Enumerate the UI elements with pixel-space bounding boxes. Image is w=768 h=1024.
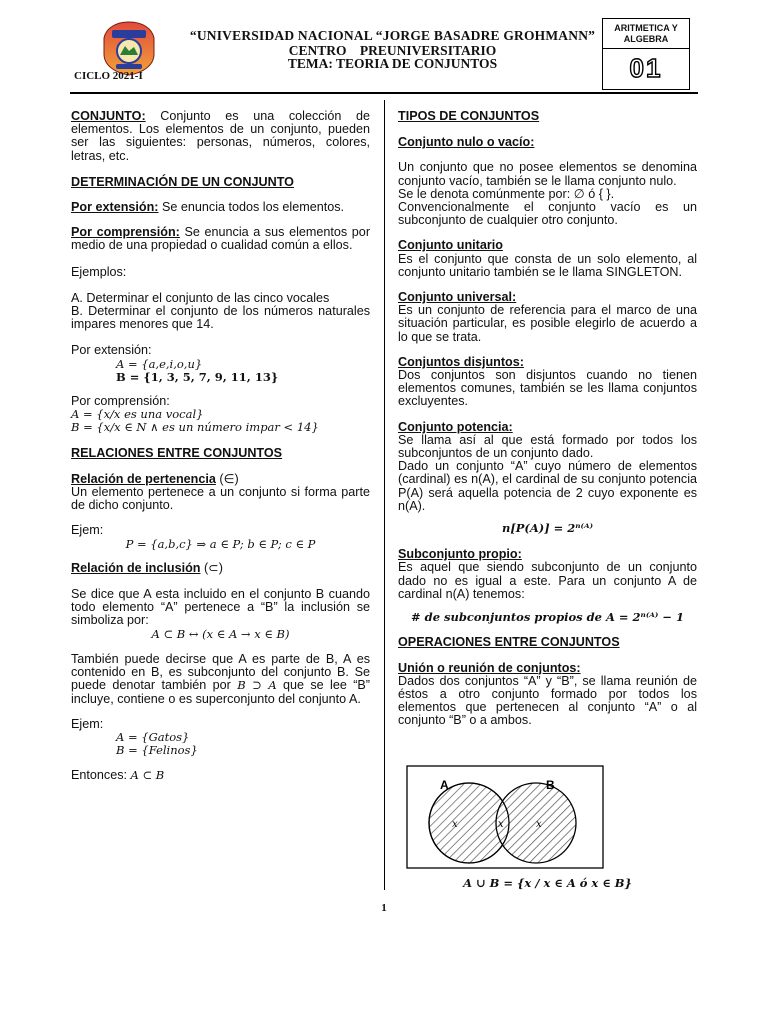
left-column [71, 110, 370, 783]
inclusion-heading: Relación de inclusión (⊂) [71, 560, 223, 575]
union-formula: A ∪ B = {x / x ∈ A ó x ∈ B} [463, 876, 632, 890]
nulo-notation: Se le denota comúnmente por: ∅ ó { }. [398, 186, 615, 201]
nulo-convention: Convencionalmente el conjunto vacío es un subconjunto de cualquier otro conjunto. [398, 200, 697, 228]
pertenencia-heading: Relación de pertenencia (∈) [71, 471, 239, 486]
entonces-line: Entonces: A ⊂ B [71, 768, 165, 783]
example-set-gatos: A = {Gatos} [116, 729, 190, 744]
university-crest-logo [98, 20, 160, 76]
conjunto-term: CONJUNTO: [71, 109, 146, 123]
unitario-definition: Es el conjunto que consta de un solo elemento, al conjunto unitario también se le llama SINGLETON. [398, 251, 697, 279]
venn-label-a: A [440, 778, 449, 792]
propio-formula: # de subconjuntos propios de A = 2ⁿ⁽ᴬ⁾ − 1 [411, 610, 684, 625]
comprension-set-b: B = {x/x ∈ N ∧ es un número impar < 14} [71, 420, 319, 435]
conjunto-definition: CONJUNTO: Conjunto es una colección de elementos. Los elementos de un conjunto, pueden ser las siguientes: personas, números, colores, letras, etc. [71, 109, 370, 163]
subject-label: ARITMETICA Y ALGEBRA [603, 19, 689, 49]
universal-definition: Es un conjunto de referencia para el marco de una situación particular, es posible elegirlo de acuerdo a lo que se trata. [398, 303, 697, 344]
unitario-heading: Conjunto unitario [398, 238, 503, 253]
column-divider [384, 100, 385, 890]
ejemplos-label: Ejemplos: [71, 264, 127, 279]
potencia-cardinal: Dado un conjunto “A” cuyo número de elementos (cardinal) es n(A), el cardinal de su conjunto potencia P(A) será aquella potencia de 2 cuyo exponente es n(A). [398, 459, 697, 513]
universal-heading: Conjunto universal: [398, 290, 517, 305]
venn-label-b: B [546, 778, 555, 792]
tema-title: TEMA: TEORIA DE CONJUNTOS [287, 56, 498, 71]
pertenencia-definition: Un elemento pertenece a un conjunto si forma parte de dicho conjunto. [71, 485, 370, 513]
venn-x-a: x [452, 819, 458, 830]
tipos-heading: TIPOS DE CONJUNTOS [398, 109, 540, 123]
potencia-definition: Se llama así al que está formado por todos los subconjuntos de un conjunto dado. [398, 432, 697, 461]
disjuntos-definition: Dos conjuntos son disjuntos cuando no tienen elementos comunes, también se les llama conjuntos excluyentes. [398, 368, 697, 409]
tambien-paragraph: También puede decirse que A es parte de B, A es contenido en B, es subconjunto del conjunto B. Se puede denotar también por B ⊃ A que se lee “B” incluye, contiene o es superconjunto del conjunto A. [71, 651, 370, 706]
example-a: A. Determinar el conjunto de las cinco vocales [71, 290, 330, 305]
union-heading: Unión o reunión de conjuntos: [398, 660, 581, 675]
example-b: B. Determinar el conjunto de los números naturales impares menores que 14. [71, 304, 370, 332]
extension-definition: Por extensión: Se enuncia todos los elementos. [71, 200, 345, 215]
inclusion-formula: A ⊂ B ↔ (x ∈ A → x ∈ B) [151, 626, 290, 641]
ejem-label-1: Ejem: [71, 523, 104, 538]
nulo-definition: Un conjunto que no posee elementos se denomina conjunto vacío, también se le llama conjunto nulo. [398, 160, 697, 188]
example-set-felinos: B = {Felinos} [116, 743, 198, 758]
pertenencia-formula: P = {a,b,c} ⇒ a ∈ P; b ∈ P; c ∈ P [125, 536, 316, 551]
disjuntos-heading: Conjuntos disjuntos: [398, 354, 524, 369]
inclusion-definition: Se dice que A esta incluido en el conjunto B cuando todo elemento “A” pertenece a “B” la inclusión se simboliza por: [71, 587, 370, 628]
union-venn-diagram [406, 765, 606, 871]
page-number: 1 [381, 902, 387, 914]
centro-title: CENTRO PREUNIVERSITARIO [288, 43, 497, 58]
right-column [398, 110, 697, 728]
union-definition: Dados dos conjuntos “A” y “B”, se llama reunión de éstos a otro conjunto formado por todos los elementos que pertenecen al conjunto “A” o al conjunto “B” o a ambos. [398, 673, 697, 728]
extension-set-b: B = {1, 3, 5, 7, 9, 11, 13} [116, 369, 279, 384]
university-name: “UNIVERSIDAD NACIONAL “JORGE BASADRE GROHMANN” [189, 28, 596, 43]
determinacion-heading: DETERMINACIÓN DE UN CONJUNTO [71, 174, 294, 189]
por-comprension-label: Por comprensión: [71, 394, 170, 409]
header-rule [70, 92, 698, 94]
propio-definition: Es aquel que siendo subconjunto de un conjunto dado no es igual a este. Para un conjunto A de cardinal n(A) tenemos: [398, 560, 697, 601]
propio-heading: Subconjunto propio: [398, 547, 522, 562]
subject-box [602, 18, 690, 90]
venn-x-ab: x [498, 819, 504, 830]
venn-x-b: x [536, 819, 542, 830]
ciclo-label: CICLO 2021-I [74, 70, 143, 82]
handout-number: 01 [629, 53, 663, 83]
operaciones-heading: OPERACIONES ENTRE CONJUNTOS [398, 635, 620, 650]
extension-set-a: A = {a,e,i,o,u} [116, 356, 203, 371]
nulo-heading: Conjunto nulo o vacío: [398, 135, 535, 150]
ejem-label-2: Ejem: [71, 716, 104, 731]
por-extension-label: Por extensión: [71, 343, 152, 358]
comprension-definition: Por comprensión: Se enuncia a sus elementos por medio de una propiedad o cualidad común a ellos. [71, 225, 371, 253]
potencia-heading: Conjunto potencia: [398, 419, 513, 434]
relaciones-heading: RELACIONES ENTRE CONJUNTOS [71, 445, 283, 460]
comprension-set-a: A = {x/x es una vocal} [71, 407, 204, 422]
potencia-formula: n[P(A)] = 2ⁿ⁽ᴬ⁾ [501, 521, 594, 536]
